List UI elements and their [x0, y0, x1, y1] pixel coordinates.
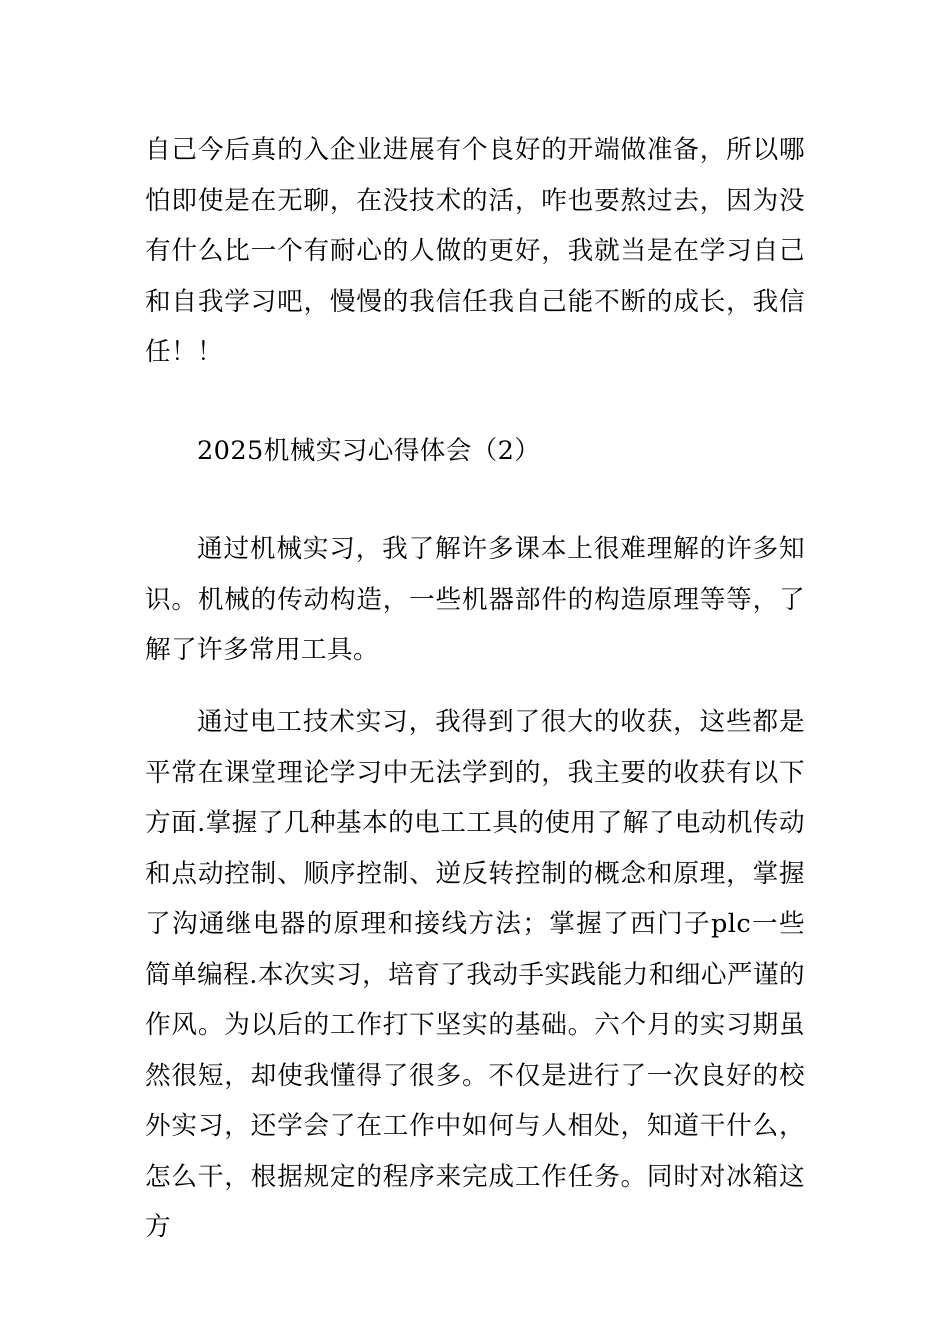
body-paragraph: 自己今后真的入企业进展有个良好的开端做准备，所以哪怕即使是在无聊，在没技术的活，咋也要熬过去，因为没有什么比一个有耐心的人做的更好，我就当是在学习自己和自我学习吧，慢慢的我信任我自己能不断的成长，我信任！！ [145, 135, 805, 367]
body-paragraph: 通过电工技术实习，我得到了很大的收获，这些都是平常在课堂理论学习中无法学到的，我主要的收获有以下方面.掌握了几种基本的电工工具的使用了解了电动机传动和点动控制、顺序控制、逆反转控制的概念和原理，掌握了沟通继电器的原理和接线方法；掌握了西门子plc一些简单编程.本次实习，培育了我动手实践能力和细心严谨的作风。为以后的工作打下坚实的基础。六个月的实习期虽然很短，却使我懂得了很多。不仅是进行了一次良好的校外实习，还学会了在工作中如何与人相处，知道干什么，怎么干，根据规定的程序来完成工作任务。同时对冰箱这方 [145, 707, 805, 1242]
section-heading: 2025机械实习心得体会（2） [197, 436, 541, 466]
body-paragraph: 通过机械实习，我了解许多课本上很难理解的许多知识。机械的传动构造，一些机器部件的构造原理等等，了解了许多常用工具。 [145, 534, 805, 665]
